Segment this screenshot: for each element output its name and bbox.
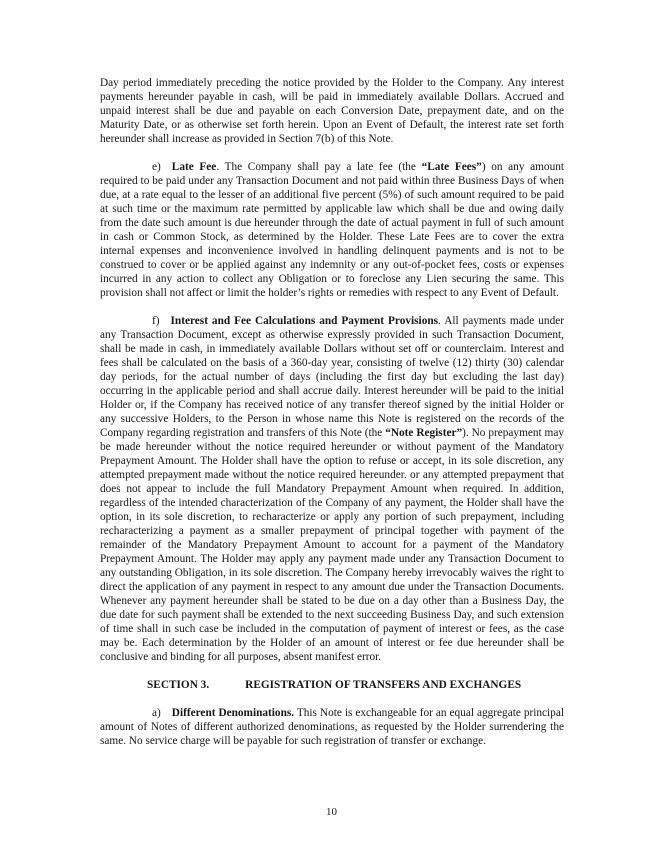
clause-label-e: e) <box>152 161 161 173</box>
section-title: REGISTRATION OF TRANSFERS AND EXCHANGES <box>245 679 522 691</box>
paragraph-interest-and-fee-calculations <box>100 314 564 664</box>
clause-label-f: f) <box>152 315 160 327</box>
paragraph-text: This Note is exchangeable for an equal aggregate principal amount of Notes of different authorized denominations, as requested by the Holder surrendering the same. No service charge will be payable for such registration of transfer or exchange. <box>100 707 564 747</box>
section-3-heading <box>100 678 564 692</box>
clause-heading-late-fee: Late Fee <box>171 161 217 173</box>
paragraph-text: . All payments made under any Transaction Document, except as otherwise expressly provided in such Transaction Document, shall be made in cash, in immediately available Dollars without set off or counterclaim. Interest and fees shall be calculated on the basis of a 360-day year, consisting of twelve (12) thirty (30) calendar day periods, for the actual number of days (including the first day but excluding the last day) occurring in the applicable period and shall accrue daily. Interest hereunder will be paid to the initial Holder or, if the Company has received notice of any transfer thereof signed by the initial Holder or any successive Holders, to the Person in whose name this Note is registered on the records of the Company regarding registration and transfers of this Note (the <box>100 315 564 439</box>
paragraph-late-fee <box>100 160 564 300</box>
paragraph-text: Day period immediately preceding the notice provided by the Holder to the Company. Any interest payments hereunder payable in cash, will be paid in immediately available Dollars. Accrued and unpaid interest shall be due and payable on each Conversion Date, prepayment date, and on the Maturity Date, or as otherwise set forth herein. Upon an Event of Default, the interest rate set forth hereunder shall increase as provided in Section 7(b) of this Note. <box>100 77 564 145</box>
page-number: 10 <box>326 806 337 818</box>
defined-term-late-fees: “Late Fees” <box>421 161 482 173</box>
paragraph-interest-continuation <box>100 76 564 146</box>
document-body <box>100 76 564 762</box>
paragraph-text: . The Company shall pay a late fee (the <box>216 161 422 173</box>
paragraph-different-denominations <box>100 706 564 748</box>
section-number: SECTION 3. <box>147 679 210 691</box>
paragraph-text: ) on any amount required to be paid under any Transaction Document and not paid within three Business Days of when due, at a rate equal to the lesser of an additional five percent (5%) of such amount required to be paid at such time or the maximum rate permitted by applicable law which shall be due and owing daily from the date such amount is due hereunder through the date of actual payment in full of such amount in cash or Common Stock, as determined by the Holder. These Late Fees are to cover the extra internal expenses and inconvenience involved in handling delinquent payments and is not to be construed to cover or be applied against any indemnity or any out-of-pocket fees, costs or expenses incurred in any action to collect any Obligation or to foreclose any Lien securing the same. This provision shall not affect or limit the holder’s rights or remedies with respect to any Event of Default. <box>100 161 565 299</box>
clause-heading-different-denominations: Different Denominations. <box>171 707 295 719</box>
paragraph-text: ). No prepayment may be made hereunder without the notice required hereunder or without payment of the Mandatory Prepayment Amount. The Holder shall have the option to refuse or accept, in its sole discretion, any attempted prepayment made without the notice required hereunder. or any attempted prepayment that does not appear to include the full Mandatory Prepayment Amount when required. In addition, regardless of the intended characterization of the Company of any payment, the Holder shall have the option, in its sole discretion, to recharacterize or apply any portion of such prepayment, including recharacterizing a payment as a smaller prepayment of principal together with payment of the remainder of the Mandatory Prepayment Amount to account for a payment of the Mandatory Prepayment Amount. The Holder may apply any payment made under any Transaction Document to any outstanding Obligation, in its sole discretion. The Company hereby irrevocably waives the right to direct the application of any payment in respect to any amount due under the Transaction Documents. Whenever any payment hereunder shall be stated to be due on a day other than a Business Day, the due date for such payment shall be extended to the next succeeding Business Day, and such extension of time shall in such case be included in the computation of payment of interest or fees, as the case may be. Each determination by the Holder of an amount of interest or fee due hereunder shall be conclusive and binding for all purposes, absent manifest error. <box>100 427 564 663</box>
clause-heading-interest-calculations: Interest and Fee Calculations and Payment Provisions <box>170 315 439 327</box>
defined-term-note-register: “Note Register” <box>385 427 463 439</box>
clause-label-a: a) <box>152 707 161 719</box>
